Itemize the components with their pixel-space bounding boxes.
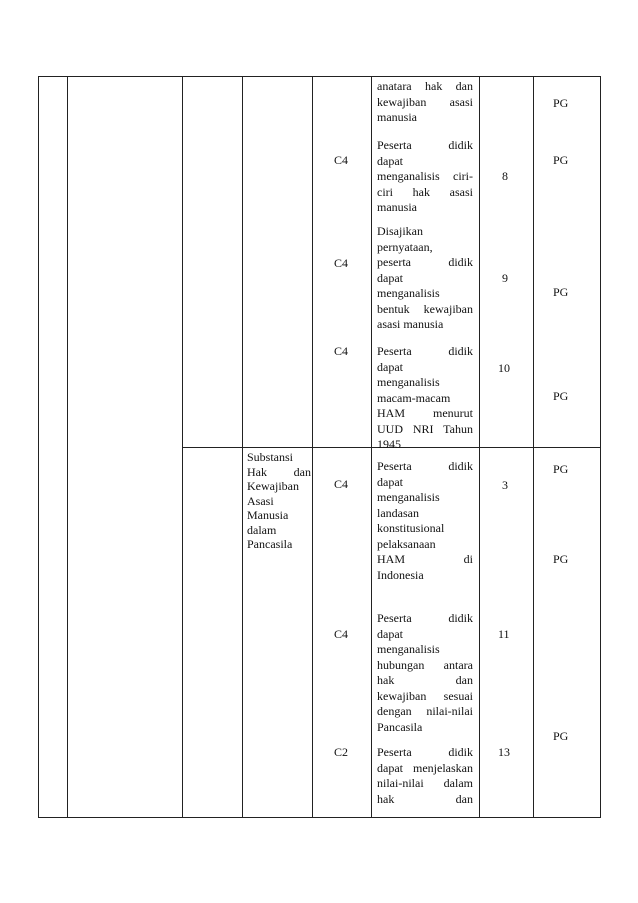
text-line: Indonesia <box>377 567 424 582</box>
text-line: Disajikan <box>377 224 423 238</box>
text-line: konstitusional <box>377 521 445 535</box>
text-line: Pancasila <box>247 537 293 551</box>
indikator-soal <box>377 224 473 333</box>
text-line: landasan <box>377 505 419 520</box>
text-line: Manusia <box>247 508 289 522</box>
text-line: hak dan <box>377 673 473 687</box>
text-line: menganalisis ciri- <box>377 169 473 183</box>
text-line: menganalisis <box>377 642 440 656</box>
indikator-soal <box>377 611 473 735</box>
text-line: dapat <box>377 153 403 168</box>
text-line: nilai-nilai dalam <box>377 776 473 790</box>
text-line: hak dan <box>377 791 473 806</box>
col-border-8 <box>533 76 534 818</box>
text-line: HAM menurut <box>377 406 473 420</box>
text-line: Peserta didik <box>377 138 473 152</box>
level-kognitif: C4 <box>334 477 349 491</box>
nomor-soal: 13 <box>498 745 510 759</box>
bentuk-soal: PG <box>553 153 569 167</box>
text-line: macam-macam <box>377 390 451 405</box>
col-border-7 <box>479 76 480 818</box>
bentuk-soal: PG <box>553 96 569 110</box>
text-line: Asasi <box>247 493 274 508</box>
bentuk-soal: PG <box>553 389 569 403</box>
text-line: dengan nilai-nilai <box>377 704 473 718</box>
text-line: Substansi <box>247 450 294 464</box>
text-line: ciri hak asasi <box>377 184 473 199</box>
text-line: kewajiban sesuai <box>377 688 473 703</box>
indikator-intro <box>377 79 473 126</box>
text-line: 1945 <box>377 437 401 451</box>
text-line: manusia <box>377 110 417 124</box>
nomor-soal: 10 <box>498 361 510 375</box>
text-line: HAM di <box>377 552 473 566</box>
col-border-5 <box>312 76 313 818</box>
text-line: dapat menjelaskan <box>377 760 473 775</box>
text-line: manusia <box>377 200 417 214</box>
text-line: bentuk kewajiban <box>377 301 473 316</box>
level-kognitif: C4 <box>334 153 349 167</box>
col-border-9 <box>600 76 601 818</box>
bentuk-soal: PG <box>553 285 569 299</box>
text-line: asasi manusia <box>377 317 444 331</box>
col-border-1 <box>38 76 39 818</box>
text-line: Peserta didik <box>377 459 473 473</box>
text-line: menganalisis <box>377 490 440 504</box>
table-top-border <box>38 76 601 77</box>
text-line: anatara hak dan <box>377 79 473 93</box>
text-line: hubungan antara <box>377 657 473 672</box>
nomor-soal: 11 <box>498 627 510 641</box>
level-kognitif: C4 <box>334 627 349 641</box>
text-line: kewajiban asasi <box>377 94 473 109</box>
text-line: pernyataan, <box>377 239 433 254</box>
text-line: dalam <box>247 522 277 537</box>
col-border-6 <box>371 76 372 818</box>
text-line: Hak dan <box>247 464 311 479</box>
text-line: UUD NRI Tahun <box>377 421 473 436</box>
level-kognitif: C4 <box>334 256 349 270</box>
text-line: Peserta didik <box>377 745 473 759</box>
bentuk-soal: PG <box>553 729 569 743</box>
col-border-4 <box>242 76 243 818</box>
nomor-soal: 9 <box>502 271 508 285</box>
materi-pokok <box>247 450 311 552</box>
text-line: dapat <box>377 359 403 374</box>
indikator-soal <box>377 138 473 216</box>
nomor-soal: 3 <box>502 478 508 492</box>
table-bottom-border <box>38 817 601 818</box>
indikator-soal <box>377 459 473 583</box>
text-line: dapat <box>377 270 403 285</box>
text-line: peserta didik <box>377 255 473 269</box>
text-line: menganalisis <box>377 286 440 300</box>
col-border-2 <box>67 76 68 818</box>
level-kognitif: C4 <box>334 344 349 358</box>
text-line: dapat <box>377 474 403 489</box>
text-line: Pancasila <box>377 719 423 734</box>
col-border-3 <box>182 76 183 818</box>
text-line: pelaksanaan <box>377 536 436 551</box>
text-line: dapat <box>377 626 403 641</box>
nomor-soal: 8 <box>502 169 508 183</box>
bentuk-soal: PG <box>553 552 569 566</box>
bentuk-soal: PG <box>553 462 569 476</box>
text-line: Peserta didik <box>377 611 473 625</box>
text-line: Kewajiban <box>247 479 299 493</box>
level-kognitif: C2 <box>334 745 349 759</box>
text-line: Peserta didik <box>377 344 473 358</box>
indikator-soal <box>377 745 473 807</box>
text-line: menganalisis <box>377 375 440 389</box>
indikator-soal <box>377 344 473 453</box>
